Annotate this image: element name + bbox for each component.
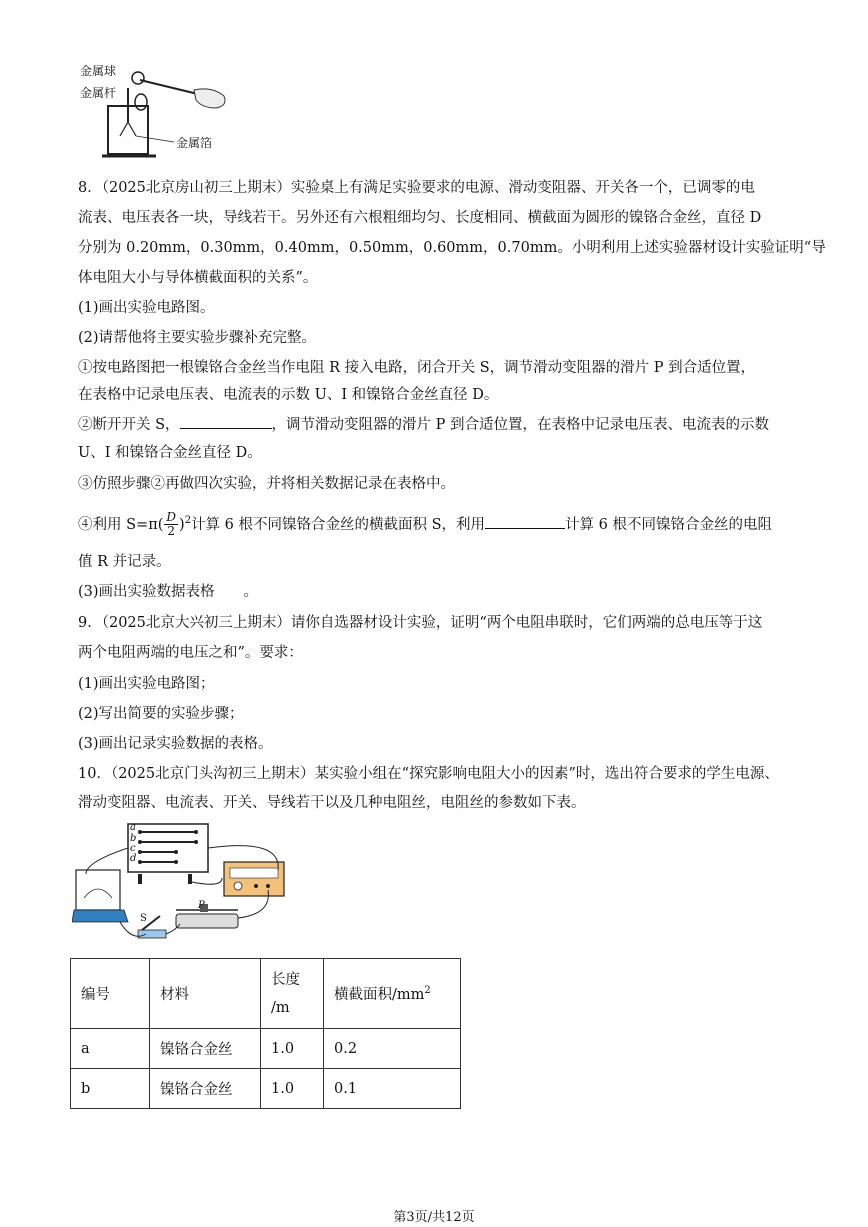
q8-line4: 体电阻大小与导体横截面积的关系”。	[78, 270, 318, 286]
header-area-text: 横截面积/mm	[334, 987, 425, 1003]
cell-material: 镍铬合金丝	[150, 1069, 261, 1109]
fig-label-b: b	[130, 833, 137, 844]
cell-length: 1.0	[261, 1069, 324, 1109]
q8-step2a	[78, 414, 769, 435]
label-metal-foil: 金属箔	[176, 136, 213, 150]
q8-step2b: U、I 和镍铬合金丝直径 D。	[78, 445, 262, 461]
fraction-denominator: 2	[167, 524, 176, 539]
fraction-d-over-2	[164, 511, 178, 538]
header-id: 编号	[71, 959, 150, 1029]
q8-line2: 流表、电压表各一块，导线若干。另外还有六根粗细均匀、长度相同、横截面为圆形的镍铬合金丝，直径 D	[78, 210, 762, 226]
page-footer: 第3页/共12页	[393, 1210, 475, 1225]
q10-line1: 10．（2025北京门头沟初三上期末）某实验小组在“探究影响电阻大小的因素”时，选出符合要求的学生电源、	[78, 766, 779, 782]
table-row	[71, 1069, 461, 1109]
q9-sub3: (3)画出记录实验数据的表格。	[78, 736, 273, 752]
cell-area: 0.2	[324, 1029, 461, 1069]
table-row	[71, 1029, 461, 1069]
fig-label-c: c	[130, 843, 136, 854]
fraction-numerator: D	[166, 510, 177, 525]
cell-id: a	[71, 1029, 150, 1069]
header-area	[324, 959, 461, 1029]
exponent: 2	[184, 515, 192, 526]
answer-blank-1[interactable]	[180, 414, 272, 429]
q8-sub3: (3)画出实验数据表格 。	[78, 584, 259, 600]
resistance-wire-table	[70, 958, 461, 1109]
q9-sub2: (2)写出简要的实验步骤；	[78, 706, 244, 722]
circuit-apparatus-figure	[72, 818, 294, 948]
q8-sub1: (1)画出实验电路图。	[78, 300, 215, 316]
q9-sub1: (1)画出实验电路图；	[78, 676, 215, 692]
q8-line1: 8．（2025北京房山初三上期末）实验桌上有满足实验要求的电源、滑动变阻器、开关各一个，已调零的电	[78, 180, 755, 196]
q8-step3: ③仿照步骤②再做四次实验，并将相关数据记录在表格中。	[78, 476, 455, 492]
header-length-text: 长度	[271, 971, 300, 988]
header-length	[261, 959, 324, 1029]
fig-label-d: d	[130, 853, 137, 864]
fig-label-p: P	[198, 900, 205, 911]
fig-label-s: S	[140, 913, 147, 924]
cell-material: 镍铬合金丝	[150, 1029, 261, 1069]
q8-step1a: ①按电路图把一根镍铬合金丝当作电阻 R 接入电路，闭合开关 S，调节滑动变阻器的滑片 P 到合适位置，	[78, 360, 756, 376]
label-metal-ball: 金属球	[80, 64, 117, 78]
q8-line3: 分别为 0.20mm，0.30mm，0.40mm，0.50mm，0.60mm，0.70mm。小明利用上述实验器材设计实验证明“导	[78, 240, 826, 256]
q8-step2a-post: ，调节滑动变阻器的滑片 P 到合适位置，在表格中记录电压表、电流表的示数	[271, 417, 770, 433]
q8-sub2: (2)请帮他将主要实验步骤补充完整。	[78, 330, 317, 346]
cell-length: 1.0	[261, 1029, 324, 1069]
header-length-unit: /m	[271, 999, 290, 1016]
q10-line2: 滑动变阻器、电流表、开关、导线若干以及几种电阻丝，电阻丝的参数如下表。	[78, 795, 586, 811]
header-material: 材料	[150, 959, 261, 1029]
answer-blank-2[interactable]	[485, 514, 565, 529]
q8-step4-post: 计算 6 根不同镍铬合金丝的电阻	[565, 516, 773, 533]
q8-step4-pre: ④利用 S=π(	[78, 516, 164, 533]
q9-line1: 9．（2025北京大兴初三上期末）请你自选器材设计实验，证明“两个电阻串联时，它们两端的总电压等于这	[78, 615, 763, 631]
label-metal-rod: 金属杆	[80, 86, 117, 100]
q8-step4-mid: 计算 6 根不同镍铬合金丝的横截面积 S，利用	[191, 516, 486, 533]
cell-area: 0.1	[324, 1069, 461, 1109]
table-header-row	[71, 959, 461, 1029]
header-area-exponent: 2	[424, 985, 431, 997]
q8-step4b: 值 R 并记录。	[78, 554, 171, 570]
fig-label-a: a	[130, 822, 136, 833]
cell-id: b	[71, 1069, 150, 1109]
q8-step2a-pre: ②断开开关 S，	[78, 417, 180, 433]
q8-step1b: 在表格中记录电压表、电流表的示数 U、I 和镍铬合金丝直径 D。	[78, 387, 499, 403]
q9-line2: 两个电阻两端的电压之和”。要求：	[78, 645, 303, 661]
q8-step4: ④利用 S=π( $\frac{D}{2}$ )$^2$计算 6 根不同镍铬合金丝的横截面积 S，利用 计算 6 根不同镍铬合金丝的电阻	[78, 510, 773, 539]
